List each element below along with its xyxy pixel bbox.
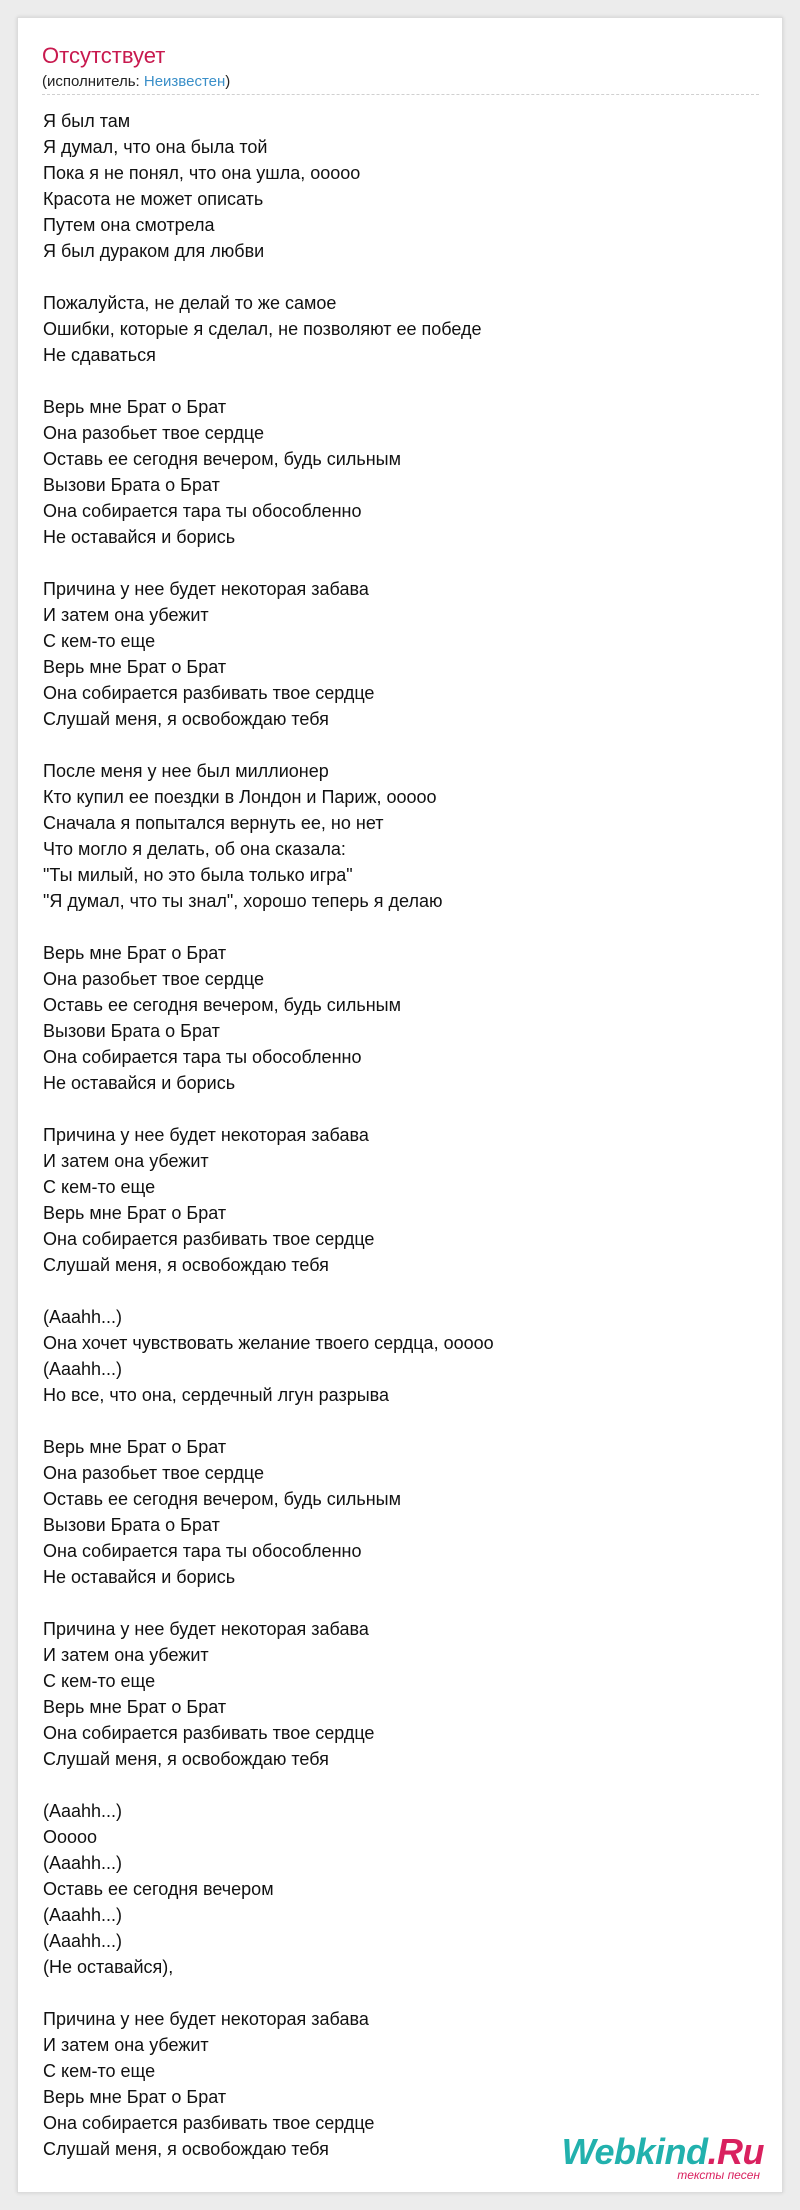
lyric-line: Я думал, что она была той bbox=[43, 137, 268, 157]
lyric-line: Что могло я делать, об она сказала: bbox=[43, 839, 346, 859]
lyric-line: Оставь ее сегодня вечером bbox=[43, 1879, 274, 1899]
lyric-line: (Aaahh...) bbox=[43, 1931, 123, 1951]
lyric-line: Причина у нее будет некоторая забава bbox=[43, 1619, 369, 1639]
header-divider bbox=[42, 94, 759, 95]
lyric-line: Она разобьет твое сердце bbox=[43, 1463, 265, 1483]
lyric-line: Оставь ее сегодня вечером, будь сильным bbox=[43, 449, 401, 469]
stanza-gap bbox=[43, 1096, 763, 1122]
lyric-line: Оставь ее сегодня вечером, будь сильным bbox=[43, 995, 401, 1015]
stanza-gap bbox=[43, 732, 763, 758]
lyric-line: Причина у нее будет некоторая забава bbox=[43, 579, 369, 599]
stanza-gap bbox=[43, 1980, 763, 2006]
logo-name: Webkind bbox=[561, 2131, 708, 2172]
lyric-line: Кто купил ее поездки в Лондон и Париж, ооооо bbox=[43, 787, 437, 807]
lyric-line: Вызови Брата о Брат bbox=[43, 1021, 220, 1041]
song-title: Отсутствует bbox=[42, 43, 166, 68]
lyric-line: Она собирается разбивать твое сердце bbox=[43, 1229, 375, 1249]
lyric-line: Не сдаваться bbox=[43, 345, 156, 365]
artist-link[interactable]: Неизвестен bbox=[143, 73, 226, 90]
lyric-line: Верь мне Брат о Брат bbox=[43, 2087, 227, 2107]
lyric-line: Верь мне Брат о Брат bbox=[43, 657, 227, 677]
stanza-gap bbox=[43, 1278, 763, 1304]
lyric-line: (Aaahh...) bbox=[43, 1905, 123, 1925]
lyric-line: С кем-то еще bbox=[43, 631, 156, 651]
lyric-line: С кем-то еще bbox=[43, 1177, 156, 1197]
lyric-line: Она собирается тара ты обособленно bbox=[43, 501, 362, 521]
lyric-line: Красота не может описать bbox=[43, 189, 264, 209]
lyric-line: Причина у нее будет некоторая забава bbox=[43, 2009, 369, 2029]
lyric-line: Путем она смотрела bbox=[43, 215, 215, 235]
lyric-line: Она разобьет твое сердце bbox=[43, 423, 265, 443]
lyric-line: Вызови Брата о Брат bbox=[43, 1515, 220, 1535]
lyric-line: Не оставайся и борись bbox=[43, 1567, 236, 1587]
logo-tagline: тексты песен bbox=[677, 2168, 760, 2182]
lyric-line: Не оставайся и борись bbox=[43, 527, 236, 547]
lyric-line: Пожалуйста, не делай то же самое bbox=[43, 293, 337, 313]
lyric-line: Причина у нее будет некоторая забава bbox=[43, 1125, 369, 1145]
lyric-line: Она хочет чувствовать желание твоего сердца, ооооо bbox=[43, 1333, 494, 1353]
lyric-line: (Aaahh...) bbox=[43, 1853, 123, 1873]
lyric-line: Но все, что она, сердечный лгун разрыва bbox=[43, 1385, 390, 1405]
lyric-line: (Aaahh...) bbox=[43, 1307, 123, 1327]
artist-line bbox=[42, 72, 230, 92]
lyric-line: Слушай меня, я освобождаю тебя bbox=[43, 2139, 329, 2159]
logo-tld: .Ru bbox=[707, 2131, 764, 2172]
lyric-line: (Не оставайся), bbox=[43, 1957, 174, 1977]
stanza-gap bbox=[43, 1408, 763, 1434]
lyric-line: Она собирается тара ты обособленно bbox=[43, 1541, 362, 1561]
lyric-line: Я был там bbox=[43, 111, 131, 131]
logo-wordmark bbox=[562, 2132, 764, 2172]
lyric-line: Она собирается тара ты обособленно bbox=[43, 1047, 362, 1067]
artist-suffix: ) bbox=[225, 73, 231, 90]
lyric-line: Вызови Брата о Брат bbox=[43, 475, 220, 495]
artist-prefix: (исполнитель: bbox=[42, 73, 144, 90]
stanza-gap bbox=[43, 914, 763, 940]
lyric-line: После меня у нее был миллионер bbox=[43, 761, 329, 781]
stanza-gap bbox=[43, 1772, 763, 1798]
lyric-line: С кем-то еще bbox=[43, 2061, 156, 2081]
lyric-line: С кем-то еще bbox=[43, 1671, 156, 1691]
lyrics-text bbox=[43, 108, 763, 2162]
lyric-line: Верь мне Брат о Брат bbox=[43, 1203, 227, 1223]
lyric-line: Слушай меня, я освобождаю тебя bbox=[43, 1749, 329, 1769]
lyric-line: Я был дураком для любви bbox=[43, 241, 265, 261]
lyric-line: Ошибки, которые я сделал, не позволяют ее победе bbox=[43, 319, 482, 339]
lyric-line: Она собирается разбивать твое сердце bbox=[43, 683, 375, 703]
stanza-gap bbox=[43, 1590, 763, 1616]
site-logo[interactable] bbox=[562, 2132, 764, 2182]
stanza-gap bbox=[43, 550, 763, 576]
lyric-line: Ооооо bbox=[43, 1827, 98, 1847]
lyric-line: Верь мне Брат о Брат bbox=[43, 397, 227, 417]
lyric-line: Пока я не понял, что она ушла, ооооо bbox=[43, 163, 361, 183]
lyric-line: Сначала я попытался вернуть ее, но нет bbox=[43, 813, 384, 833]
lyric-line: Слушай меня, я освобождаю тебя bbox=[43, 1255, 329, 1275]
lyric-line: Она собирается разбивать твое сердце bbox=[43, 1723, 375, 1743]
stanza-gap bbox=[43, 264, 763, 290]
lyric-line: И затем она убежит bbox=[43, 1151, 209, 1171]
lyric-line: Оставь ее сегодня вечером, будь сильным bbox=[43, 1489, 401, 1509]
lyric-line: Она разобьет твое сердце bbox=[43, 969, 265, 989]
lyric-line: Не оставайся и борись bbox=[43, 1073, 236, 1093]
lyric-line: (Aaahh...) bbox=[43, 1359, 123, 1379]
lyric-line: (Aaahh...) bbox=[43, 1801, 123, 1821]
lyric-line: Верь мне Брат о Брат bbox=[43, 943, 227, 963]
lyric-line: Слушай меня, я освобождаю тебя bbox=[43, 709, 329, 729]
lyric-line: Она собирается разбивать твое сердце bbox=[43, 2113, 375, 2133]
lyric-line: И затем она убежит bbox=[43, 2035, 209, 2055]
lyric-line: Верь мне Брат о Брат bbox=[43, 1437, 227, 1457]
lyric-line: Верь мне Брат о Брат bbox=[43, 1697, 227, 1717]
lyric-line: И затем она убежит bbox=[43, 605, 209, 625]
lyrics-card bbox=[17, 17, 783, 2193]
lyric-line: "Ты милый, но это была только игра" bbox=[43, 865, 353, 885]
lyric-line: "Я думал, что ты знал", хорошо теперь я делаю bbox=[43, 891, 443, 911]
stanza-gap bbox=[43, 368, 763, 394]
lyric-line: И затем она убежит bbox=[43, 1645, 209, 1665]
